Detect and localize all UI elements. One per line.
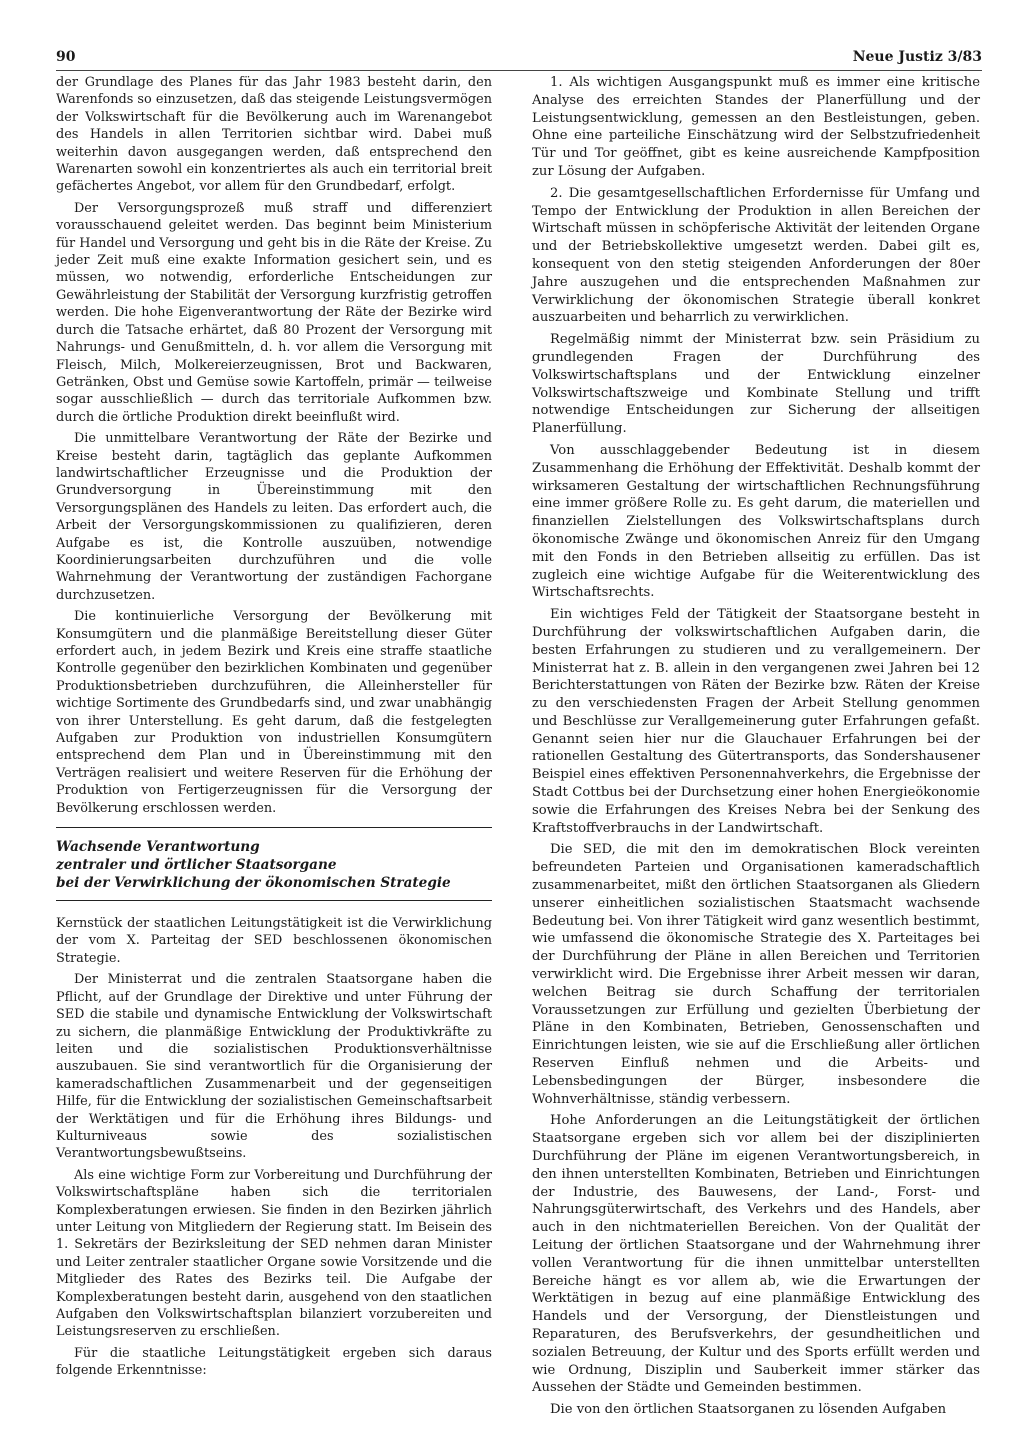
paragraph: Hohe Anforderungen an die Leitungstätigkeit der örtlichen Staatsorgane ergeben sich vor allem bei der disziplinierten Durchführung der Pläne im eigenen Verantwortungsbereich, in den ihnen unterstellten Kombinaten, Betrieben und Einrichtungen der Industrie, des Bauwesens, der Land-, Forst- und Nahrungsgüterwirtschaft, des Verkehrs und des Handels, aber auch in den nichtmateriellen Bereichen. Von der Qualität der Leitung der örtlichen Staatsorgane und der Wahrnehmung ihrer vollen Verantwortung für die ihnen unmittelbar unterstellten Bereiche hängt es vor allem ab, wie die Erwartungen der Werktätigen in bezug auf eine planmäßige Entwicklung des Handels und der Versorgung, der Dienstleistungen und Reparaturen, des Berufsverkehrs, der gesundheitlichen und sozialen Betreuung, der Kultur und des Sports erfüllt werden und wie Ordnung, Disziplin und Sauberkeit immer stärker das Aussehen der Städte und Gemeinden bestimmen. xyxy=(532,1113,980,1396)
header-rule xyxy=(56,70,982,71)
paragraph: 2. Die gesamtgesellschaftlichen Erfordernisse für Umfang und Tempo der Entwicklung der Produktion in allen Bereichen der Wirtschaft müssen in schöpferische Aktivität der leitenden Organe und der Betriebskollektive umgesetzt werden. Dabei gilt es, konsequent von den stetig steigenden Anforderungen der 80er Jahre auszugehen und die entsprechenden Maßnahmen zur Verwirklichung der ökonomischen Strategie überall konkret auszuarbeiten und beharrlich zu verwirklichen. xyxy=(532,185,980,326)
section-heading xyxy=(56,827,492,901)
paragraph: der Grundlage des Planes für das Jahr 1983 besteht darin, den Warenfonds so einzusetzen, daß das steigende Leistungsvermögen der Volkswirtschaft für die Bevölkerung auch im Warenangebot des Handels in allen Territorien sichtbar wird. Dabei muß weiterhin davon ausgegangen werden, daß entsprechend den Warenarten sowohl ein konzentriertes als auch ein territorial breit gefächertes Angebot, vor allem für den Grundbedarf, erfolgt. xyxy=(56,75,492,195)
paragraph: Die kontinuierliche Versorgung der Bevölkerung mit Konsumgütern und die planmäßige Bereitstellung dieser Güter erfordert auch, in jedem Bezirk und Kreis eine straffe staatliche Kontrolle gegenüber den bezirklichen Kombinaten und gegenüber Produktionsbetrieben durchzuführen, die Alleinhersteller für wichtige Sortimente des Grundbedarfs sind, und zwar unabhängig von ihrer Unterstellung. Es geht darum, daß die festgelegten Aufgaben zur Produktion von industriellen Konsumgütern entsprechend dem Plan und in Übereinstimmung mit den Verträgen realisiert und weitere Reserven für die Erhöhung der Produktion von Fertigerzeugnissen für die Versorgung der Bevölkerung erschlossen werden. xyxy=(56,609,492,816)
journal-issue: Neue Justiz 3/83 xyxy=(852,49,982,65)
paragraph: Regelmäßig nimmt der Ministerrat bzw. sein Präsidium zu grundlegenden Fragen der Durchführung des Volkswirtschaftsplans und der Entwicklung einzelner Volkswirtschaftszweige und Kombinate Stellung und trifft notwendige Entscheidungen zur Sicherung der allseitigen Planerfüllung. xyxy=(532,332,980,437)
section-heading-line: bei der Verwirklichung der ökonomischen Strategie xyxy=(56,875,451,892)
paragraph: Die unmittelbare Verantwortung der Räte der Bezirke und Kreise besteht darin, tagtäglich das geplante Aufkommen landwirtschaftlicher Erzeugnisse und die Produktion der Grundversorgung in Übereinstimmung mit den Versorgungsplänen des Handels zu leiten. Das erfordert auch, die Arbeit der Versorgungskommissionen zu qualifizieren, deren Aufgabe es ist, die Kontrolle auszuüben, notwendige Koordinierungsarbeiten durchzuführen und die volle Wahrnehmung der Verantwortung der zuständigen Fachorgane durchzusetzen. xyxy=(56,431,492,603)
left-column xyxy=(56,74,492,1384)
page-number: 90 xyxy=(56,49,76,65)
right-column xyxy=(532,74,980,1423)
paragraph: Von ausschlaggebender Bedeutung ist in diesem Zusammenhang die Erhöhung der Effektivität. Deshalb kommt der wirksameren Gestaltung der wirtschaftlichen Rechnungsführung eine immer größere Rolle zu. Es geht darum, die materiellen und finanziellen Zielstellungen des Volkswirtschaftsplans durch ökonomische Zwänge und ökonomischen Anreiz für den Umgang mit den Fonds in den Betrieben allseitig zu erfüllen. Das ist zugleich eine wichtige Aufgabe für die Weiterentwicklung des Wirtschaftsrechts. xyxy=(532,442,980,601)
paragraph: Die von den örtlichen Staatsorganen zu lösenden Aufgaben xyxy=(550,1402,947,1418)
paragraph: Als eine wichtige Form zur Vorbereitung und Durchführung der Volkswirtschaftspläne haben sich die territorialen Komplexberatungen erwiesen. Sie finden in den Bezirken jährlich unter Leitung von Mitgliedern der Regierung statt. Im Beisein des 1. Sekretärs der Bezirksleitung der SED nehmen daran Minister und Leiter zentraler staatlicher Organe sowie Vorsitzende und die Mitglieder des Rates des Bezirks teil. Die Aufgabe der Komplexberatungen besteht darin, ausgehend von den staatlichen Aufgaben den Volkswirtschaftsplan bilanziert vorzubereiten und Leistungsreserven zu erschließen. xyxy=(56,1167,492,1340)
paragraph: Der Versorgungsprozeß muß straff und differenziert vorausschauend geleitet werden. Das beginnt beim Ministerium für Handel und Versorgung und geht bis in die Räte der Kreise. Zu jeder Zeit muß eine exakte Information gesichert sein, und es müssen, wo notwendig, erforderliche Entscheidungen zur Gewährleistung der Stabilität der Versorgung kurzfristig getroffen werden. Die hohe Eigenverantwortung der Räte der Bezirke wird durch die Tatsache erhärtet, daß 80 Prozent der Versorgung mit Nahrungs- und Genußmitteln, d. h. vor allem die Versorgung mit Fleisch, Milch, Molkereierzeugnissen, Brot und Backwaren, Getränken, Obst und Gemüse sowie Kartoffeln, primär — teilweise sogar ausschließlich — durch das territoriale Aufkommen bzw. durch die örtliche Produktion direkt beeinflußt wird. xyxy=(56,200,492,425)
section-heading-line: Wachsende Verantwortung xyxy=(56,839,260,856)
paragraph: Der Ministerrat und die zentralen Staatsorgane haben die Pflicht, auf der Grundlage der Direktive und unter Führung der SED die stabile und dynamische Entwicklung der Volkswirtschaft zu sichern, die planmäßige Entwicklung der Produktivkräfte zu leiten und die sozialistischen Produktionsverhältnisse auszubauen. Sie sind verantwortlich für die Organisierung der kameradschaftlichen Zusammenarbeit und der gegenseitigen Hilfe, für die Entwicklung der sozialistischen Gemeinschaftsarbeit der Werktätigen und für die Erhöhung ihres Bildungs- und Kulturniveaus sowie des sozialistischen Verantwortungsbewußtseins. xyxy=(56,972,492,1162)
paragraph: Ein wichtiges Feld der Tätigkeit der Staatsorgane besteht in Durchführung der volkswirtschaftlichen Aufgaben darin, die besten Erfahrungen zu studieren und zu verallgemeinern. Der Ministerrat hat z. B. allein in den vergangenen zwei Jahren bei 12 Berichterstattungen von Räten der Bezirke bzw. Räten der Kreise zu den verschiedensten Fragen der Arbeit Stellung genommen und Beschlüsse zur Verallgemeinerung guter Erfahrungen gefaßt. Genannt seien hier nur die Glauchauer Erfahrungen bei der rationellen Gestaltung des Gütertransports, das Sondershausener Beispiel eines effektiven Personennahverkehrs, die Ergebnisse der Stadt Cottbus bei der Durchsetzung einer hohen Energieökonomie sowie die Erfahrungen des Kreises Nebra bei der Senkung des Kraftstoffverbrauchs in der Landwirtschaft. xyxy=(532,607,980,836)
section-heading-line: zentraler und örtlicher Staatsorgane xyxy=(56,857,337,874)
paragraph: Kernstück der staatlichen Leitungstätigkeit ist die Verwirklichung der vom X. Parteitag der SED beschlossenen ökonomischen Strategie. xyxy=(56,916,492,966)
paragraph: Die SED, die mit den im demokratischen Block vereinten befreundeten Parteien und Organisationen kameradschaftlich zusammenarbeitet, mißt den örtlichen Staatsorganen als Gliedern unserer einheitlichen sozialistischen Staatsmacht wachsende Bedeutung bei. Von ihrer Tätigkeit wird ganz wesentlich bestimmt, wie umfassend die ökonomische Strategie des X. Parteitages bei der Durchführung der Pläne in allen Bereichen und Territorien verwirklicht wird. Die Ergebnisse ihrer Arbeit messen wir daran, welchen Beitrag sie durch Schaffung der territorialen Voraussetzungen zur Erfüllung und gezielten Überbietung der Pläne in den Kombinaten, Betrieben, Genossenschaften und Einrichtungen leisten, wie sie auf die Erschließung aller örtlichen Reserven Einfluß nehmen und die Arbeits- und Lebensbedingungen der Bürger, insbesondere die Wohnverhältnisse, ständig verbessern. xyxy=(532,842,980,1107)
paragraph: 1. Als wichtigen Ausgangspunkt muß es immer eine kritische Analyse des erreichten Standes der Planerfüllung und der Leistungsentwicklung, gemessen an den Bestleistungen, geben. Ohne eine parteiliche Einschätzung wird der Selbstzufriedenheit Tür und Tor geöffnet, gibt es keine ausreichende Kampfposition zur Lösung der Aufgaben. xyxy=(532,75,980,179)
paragraph: Für die staatliche Leitungstätigkeit ergeben sich daraus folgende Erkenntnisse: xyxy=(56,1345,492,1379)
